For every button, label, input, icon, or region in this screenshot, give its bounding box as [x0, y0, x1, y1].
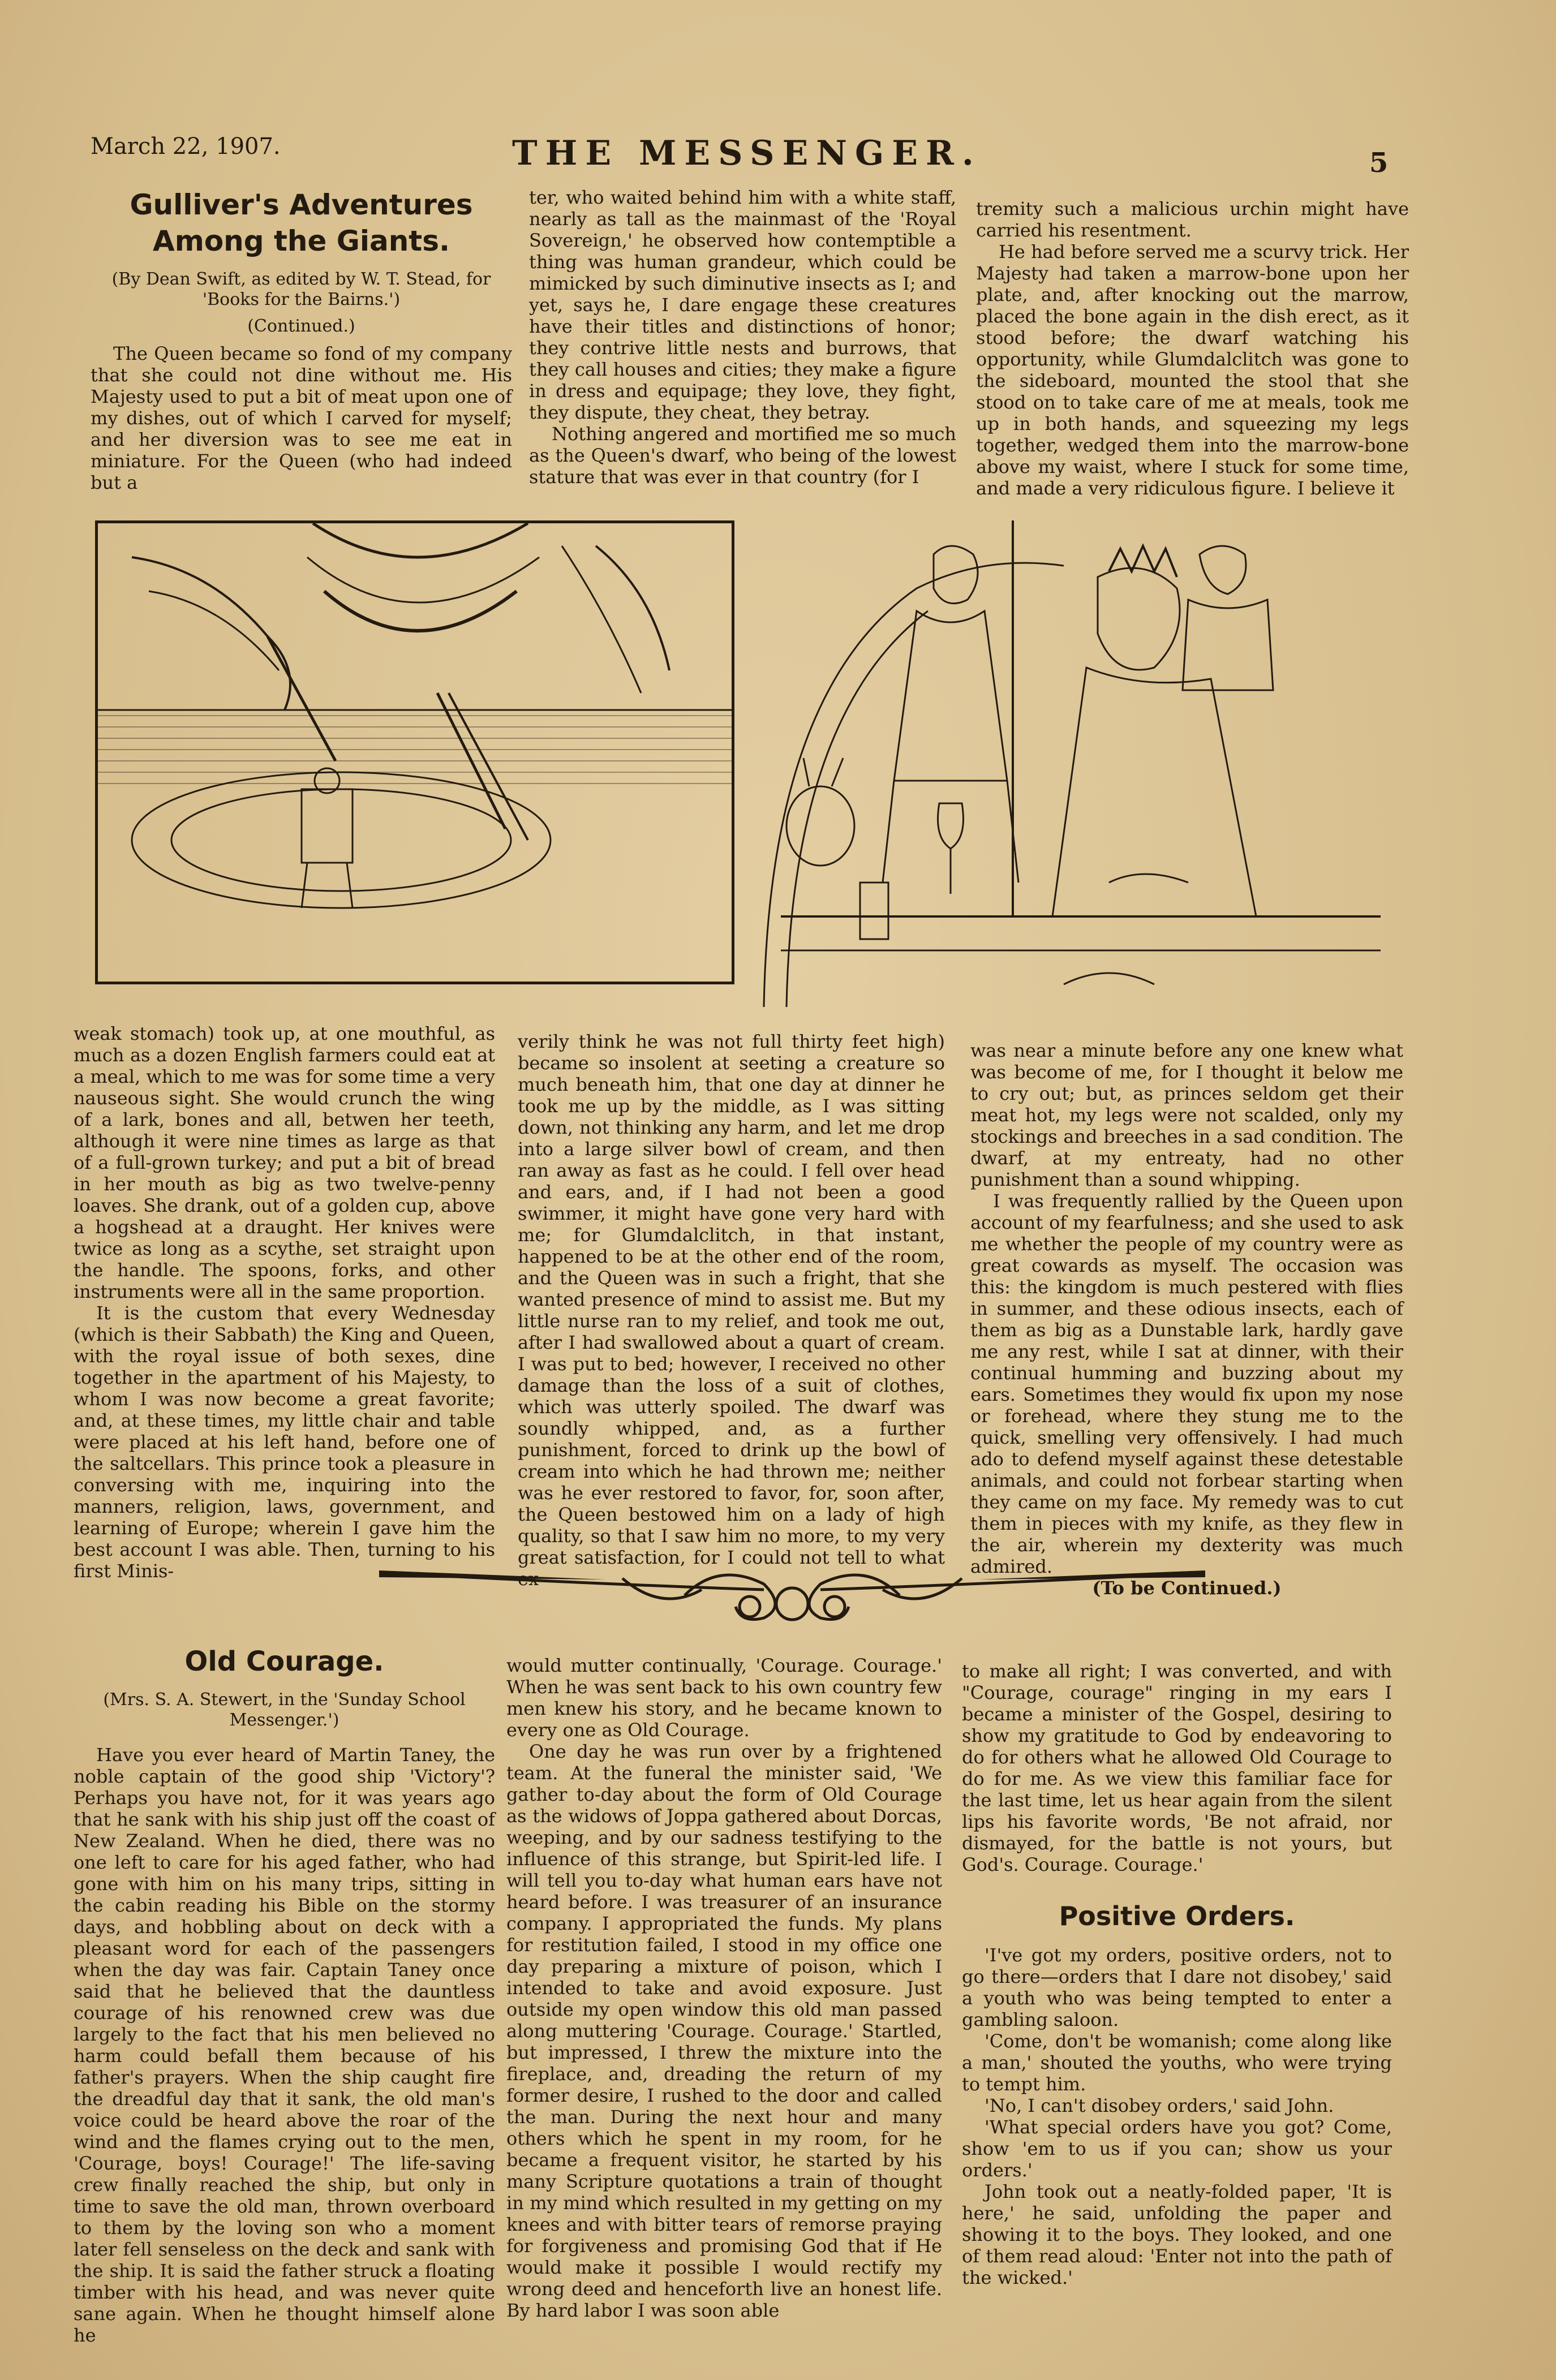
paragraph: The Queen became so fond of my company that she could not dine without me. His Majesty used to put a bit of meat upon one of my dishes, out of which I carved for myself; and her diversion was to see me eat in miniature. For the Queen (who had indeed but a — [91, 343, 512, 493]
paragraph: 'Come, don't be womanish; come along like a man,' shouted the youths, who were trying to tempt him. — [962, 2030, 1392, 2095]
paragraph: weak stomach) took up, at one mouthful, as much as a dozen English farmers could eat at a meal, which to me was for some time a very nauseous sight. She would crunch the wing of a lark, bones and all, betwen her teeth, although it were nine times as large as that of a full-grown turkey; and put a bit of bread in her mouth as big as two twelve-penny loaves. She drank, out of a golden cup, above a hogshead at a draught. Her knives were twice as long as a scythe, set straight upon the handle. The spoons, forks, and other instruments were all in the same proportion. — [74, 1023, 495, 1302]
gulliver-at-table-drawing — [98, 523, 732, 982]
paragraph: One day he was run over by a frightened team. At the funeral the minister said, 'We gather to-day about the form of Old Courage as the widows of Joppa gathered about Dorcas, weeping, and by our sadness testifying to the influence of this strange, but Spirit-led life. I will tell you to-day what human ears have not heard before. I was treasurer of an insurance company. I appropriated the funds. My plans for restitution failed, I stood in my office one day preparing a mixture of poison, which I intended to take and avoid exposure. Just outside my open window this old man passed along muttering 'Courage. Courage.' Startled, but impressed, I threw the mixture into the fireplace, and, dreading the return of my former desire, I rushed to the door and called the man. During the next hour and many others which he spent in my room, for he became a frequent visitor, he started by his many Scripture quotations a train of thought in my mind which resulted in my getting on my knees and with bitter tears of remorse praying for forgiveness and promising God that if He would make it possible I would rectify my wrong deed and henceforth live an honest life. By hard labor I was soon able — [506, 1741, 942, 2321]
article2-col2 — [506, 1655, 942, 2321]
paragraph: 'What special orders have you got? Come, show 'em to us if you can; show us your orders.' — [962, 2116, 1392, 2181]
paragraph: He had before served me a scurvy trick. Her Majesty had taken a marrow-bone upon her plate, and, after knocking out the marrow, placed the bone again in the dish erect, as it stood before; the dwarf watching his opportunity, while Glumdalclitch was gone to the sideboard, mounted the stool that she stood on to take care of me at meals, took me up in both hands, and squeezing my legs together, wedged them into the marrow-bone above my waist, where I stuck for some time, and made a very ridiculous figure. I believe it — [976, 241, 1409, 499]
paragraph: I was frequently rallied by the Queen upon account of my fearfulness; and she used to ask me whether the people of my country were as great cowards as myself. The occasion was this: the kingdom is much pestered with flies in summer, and these odious insects, each of them as big as a Dunstable lark, hardly gave me any rest, while I sat at dinner, with their continual humming and buzzing about my ears. Sometimes they would fix upon my nose or forehead, where they stung me to the quick, smelling very offensively. I had much ado to defend myself against these detestable animals, and could not forbear starting when they came on my face. My remedy was to cut them in pieces with my knife, as they flew in the air, wherein my dexterity was much admired. — [970, 1190, 1403, 1577]
paragraph: 'I've got my orders, positive orders, not to go there—orders that I dare not disobey,' said a youth who was being tempted to enter a gambling saloon. — [962, 1944, 1392, 2030]
paragraph: tremity such a malicious urchin might have carried his resentment. — [976, 198, 1409, 241]
article1-byline: (By Dean Swift, as edited by W. T. Stead, for 'Books for the Bairns.') — [111, 269, 491, 309]
article1-continued: (Continued.) — [247, 316, 355, 336]
article2-title: Old Courage. — [184, 1646, 384, 1677]
article1-top-col3 — [976, 198, 1409, 499]
paragraph: John took out a neatly-folded paper, 'It is here,' he said, unfolding the paper and showing it to the boys. They looked, and one of them read aloud: 'Enter not into the path of the wicked.' — [962, 2181, 1392, 2288]
article1-mid-col1 — [74, 1023, 495, 1582]
article1-title: Gulliver's Adventures Among the Giants. — [130, 188, 473, 257]
royal-dinner-illustration — [747, 520, 1398, 1013]
paragraph: verily think he was not full thirty feet high) became so insolent at seeting a creature so much beneath him, that one day at dinner he took me up by the middle, as I was sitting down, not thinking any harm, and let me drop into a large silver bowl of cream, and then ran away as fast as he could. I fell over head and ears, and, if I had not been a good swimmer, it might have gone very hard with me; for Glumdalclitch, in that instant, happened to be at the other end of the room, and the Queen was in such a fright, that she wanted presence of mind to assist me. But my little nurse ran to my relief, and took me out, after I had swallowed about a quart of cream. I was put to bed; however, I received no other damage than the loss of a suit of clothes, which was utterly spoiled. The dwarf was soundly whipped, and, as a further punishment, forced to drink up the bowl of cream into which he had thrown me; neither was he ever restored to favor, for, soon after, the Queen bestowed him on a lady of high quality, so that I saw him no more, to my very great satisfaction, for I could not tell to what ex- — [518, 1031, 945, 1590]
article1-mid-col3 — [970, 1040, 1403, 1599]
article2-byline: (Mrs. S. A. Stewert, in the 'Sunday School Messenger.') — [103, 1690, 466, 1730]
paragraph: would mutter continually, 'Courage. Courage.' When he was sent back to his own country few men knew his story, and he became known to every one as Old Courage. — [506, 1655, 942, 1741]
king-and-courtiers-drawing — [747, 520, 1398, 1013]
page-number: 5 — [1369, 147, 1389, 179]
article1-top-col2 — [529, 187, 956, 488]
article3-title: Positive Orders. — [1059, 1901, 1295, 1931]
dinner-table-illustration — [95, 520, 734, 984]
paragraph: ter, who waited behind him with a white staff, nearly as tall as the mainmast of the 'Royal Sovereign,' he observed how contemptible a thing was human grandeur, which could be mimicked by such diminutive insects as I; and yet, says he, I dare engage these creatures have their titles and distinctions of honor; they contrive little nests and burrows, that they call houses and cities; they make a figure in dress and equipage; they love, they fight, they dispute, they cheat, they betray. — [529, 187, 956, 423]
paragraph: to make all right; I was converted, and with "Courage, courage" ringing in my ears I became a minister of the Gospel, desiring to show my gratitude to God by endeavoring to do for others what he allowed Old Courage to do for me. As we view this familiar face for the last time, let us hear again from the silent lips his favorite words, 'Be not afraid, nor dismayed, for the battle is not yours, but God's. Courage. Courage.' — [962, 1660, 1392, 1875]
paragraph: Have you ever heard of Martin Taney, the noble captain of the good ship 'Victory'? Perhaps you have not, for it was years ago that he sank with his ship just off the coast of New Zealand. When he died, there was no one left to care for his aged father, who had gone with him on his many trips, sitting in the cabin reading his Bible on the stormy days, and hobbling about on deck with a pleasant word for each of the passengers when the day was fair. Captain Taney once said that he believed that the dauntless courage of his renowned crew was due largely to the fact that his men believed no harm could befall them because of his father's prayers. When the ship caught fire the dreadful day that it sank, the old man's voice could be heard above the roar of the wind and the flames crying out to the men, 'Courage, boys! Courage!' The life-saving crew finally reached the ship, but only in time to save the old man, thrown overboard to them by the loving son who a moment later fell senseless on the deck and sank with the ship. It is said the father struck a floating timber with his head, and was never quite sane again. When he thought himself alone he — [74, 1744, 495, 2346]
scroll-ornament-icon — [368, 1550, 1217, 1629]
article2-col3 — [962, 1660, 1392, 2288]
article2-col1 — [74, 1643, 495, 2346]
masthead-title: THE MESSENGER. — [512, 134, 982, 173]
ornamental-divider — [368, 1550, 1217, 1629]
to-be-continued: (To be Continued.) — [1092, 1577, 1282, 1599]
paragraph: It is the custom that every Wednesday (which is their Sabbath) the King and Queen, with the royal issue of both sexes, dine together in the apartment of his Majesty, to whom I was now become a great favorite; and, at these times, my little chair and table were placed at his left hand, before one of the saltcellars. This prince took a pleasure in conversing with me, inquiring into the manners, religion, laws, government, and learning of Europe; wherein I gave him the best account I was able. Then, turning to his first Minis- — [74, 1302, 495, 1582]
article1-top-col1 — [91, 187, 512, 493]
paragraph: 'No, I can't disobey orders,' said John. — [985, 2095, 1334, 2116]
issue-date: March 22, 1907. — [91, 134, 281, 160]
paragraph: was near a minute before any one knew what was become of me, for I thought it below me to cry out; but, as princes seldom get their meat hot, my legs were not scalded, only my stockings and breeches in a sad condition. The dwarf, at my entreaty, had no other punishment than a sound whipping. — [970, 1040, 1403, 1190]
paragraph: Nothing angered and mortified me so much as the Queen's dwarf, who being of the lowest stature that was ever in that country (for I — [529, 423, 956, 488]
article1-mid-col2 — [518, 1031, 945, 1590]
